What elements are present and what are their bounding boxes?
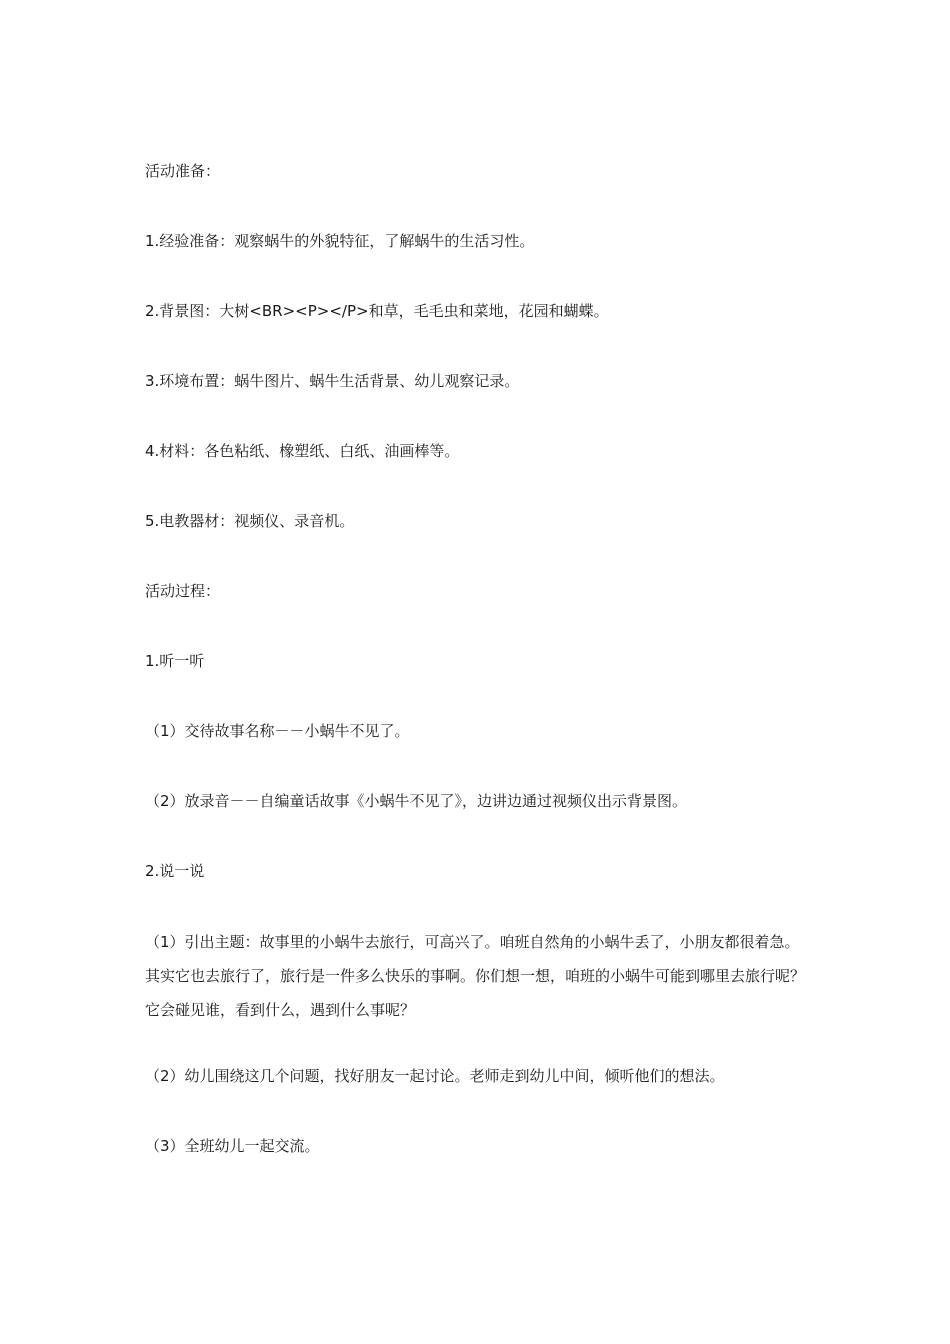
section-heading-process: 活动过程： <box>145 582 221 600</box>
paragraph-class-exchange: （3）全班幼儿一起交流。 <box>145 1137 320 1155</box>
paragraph-experience-prep: 1.经验准备：观察蜗牛的外貌特征，了解蜗牛的生活习性。 <box>145 232 535 250</box>
paragraph-equipment: 5.电教器材：视频仪、录音机。 <box>145 512 355 530</box>
paragraph-background-image: 2.背景图：大树<BR><P></P>和草，毛毛虫和菜地，花园和蝴蝶。 <box>145 302 609 320</box>
step-heading-listen: 1.听一听 <box>145 652 205 670</box>
paragraph-introduce-theme: （1）引出主题：故事里的小蜗牛去旅行，可高兴了。咱班自然角的小蜗牛丢了，小朋友都很着急。其实它也去旅行了，旅行是一件多么快乐的事啊。你们想一想，咱班的小蜗牛可能到哪里去旅行呢？它会碰见谁，看到什么，遇到什么事呢？ <box>145 933 806 1019</box>
document-body <box>145 158 805 1203</box>
paragraph-materials: 4.材料：各色粘纸、橡塑纸、白纸、油画棒等。 <box>145 442 460 460</box>
paragraph-story-name: （1）交待故事名称－－小蜗牛不见了。 <box>145 722 410 740</box>
step-heading-speak: 2.说一说 <box>145 862 205 880</box>
section-heading-preparation: 活动准备： <box>145 162 221 180</box>
paragraph-group-discussion: （2）幼儿围绕这几个问题，找好朋友一起讨论。老师走到幼儿中间，倾听他们的想法。 <box>145 1067 725 1085</box>
paragraph-play-recording: （2）放录音－－自编童话故事《小蜗牛不见了》，边讲边通过视频仪出示背景图。 <box>145 792 688 810</box>
paragraph-environment-setup: 3.环境布置：蜗牛图片、蜗牛生活背景、幼儿观察记录。 <box>145 372 520 390</box>
